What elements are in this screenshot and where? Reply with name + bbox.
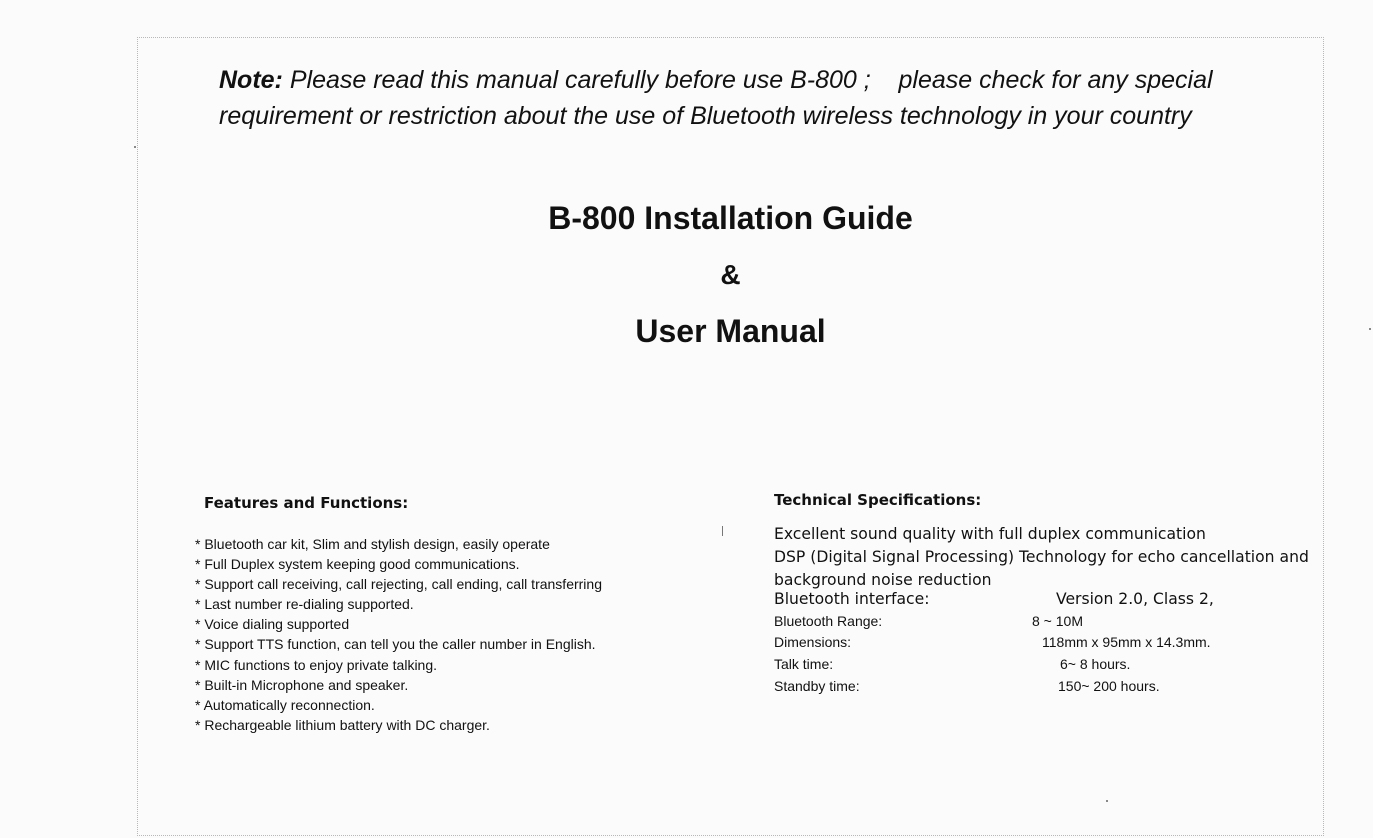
spec-label: Bluetooth Range: <box>774 613 883 629</box>
spec-label: Bluetooth interface: <box>774 590 930 608</box>
spec-line-dsp: DSP (Digital Signal Processing) Technology for echo cancellation and background noise reduction <box>774 548 1309 589</box>
title-ampersand: & <box>720 259 741 290</box>
spec-value: 118mm x 95mm x 14.3mm. <box>1042 634 1211 650</box>
scan-speck <box>1369 328 1371 330</box>
title-line-3: User Manual <box>635 313 826 349</box>
spec-label: Talk time: <box>774 656 834 672</box>
feature-item: * Support call receiving, call rejecting, call ending, call transferring <box>195 574 602 594</box>
feature-item: * Rechargeable lithium battery with DC charger. <box>195 715 602 735</box>
scan-mark <box>722 526 723 536</box>
spec-line-sound: Excellent sound quality with full duplex communication <box>774 525 1206 543</box>
feature-item: * Last number re-dialing supported. <box>195 594 602 614</box>
feature-item: * Full Duplex system keeping good communications. <box>195 554 602 574</box>
feature-item: * Built-in Microphone and speaker. <box>195 675 602 695</box>
scan-speck <box>134 146 136 148</box>
title-line-1: B-800 Installation Guide <box>548 200 913 236</box>
specs-heading: Technical Specifications: <box>774 491 982 509</box>
specs-description <box>774 523 1334 592</box>
spec-value: 150~ 200 hours. <box>1058 678 1160 694</box>
spec-value: Version 2.0, Class 2, <box>1056 590 1214 608</box>
features-heading: Features and Functions: <box>204 494 409 512</box>
features-list <box>195 534 602 735</box>
spec-value: 6~ 8 hours. <box>1060 656 1131 672</box>
note-paragraph <box>219 62 1319 134</box>
spec-label: Standby time: <box>774 678 860 694</box>
feature-item: * Automatically reconnection. <box>195 695 602 715</box>
feature-item: * Voice dialing supported <box>195 614 602 634</box>
scan-speck <box>1106 800 1108 802</box>
feature-item: * Bluetooth car kit, Slim and stylish design, easily operate <box>195 534 602 554</box>
note-text: Please read this manual carefully before use B-800 ; please check for any special requirement or restriction about the use of Bluetooth wireless technology in your country <box>219 66 1213 130</box>
feature-item: * MIC functions to enjoy private talking. <box>195 655 602 675</box>
feature-item: * Support TTS function, can tell you the caller number in English. <box>195 634 602 654</box>
note-label: Note: <box>219 66 283 94</box>
spec-value: 8 ~ 10M <box>1032 613 1083 629</box>
spec-label: Dimensions: <box>774 634 852 650</box>
